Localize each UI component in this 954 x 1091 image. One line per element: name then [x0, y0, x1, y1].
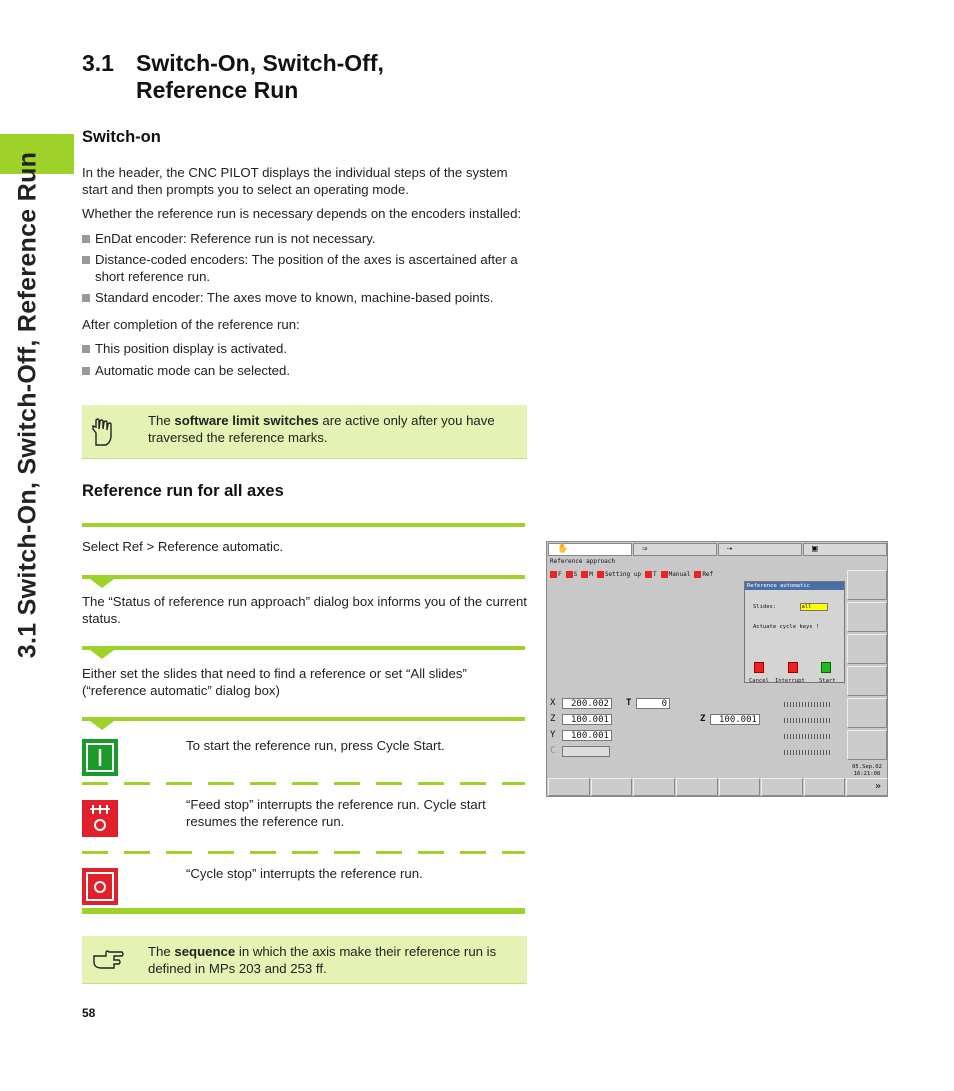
axis-label-c: C [550, 746, 556, 756]
tab-teach[interactable]: ⇒ [633, 543, 717, 556]
note-box-limit-switches: The software limit switches are active only after you have traversed the reference marks. [82, 405, 527, 459]
divider [82, 908, 525, 914]
axis-value-c [562, 746, 610, 757]
cnc-screen [546, 541, 888, 797]
vertical-softkey[interactable] [847, 666, 887, 696]
step-arrow-icon [90, 579, 114, 588]
start-button[interactable] [821, 662, 831, 673]
side-chapter-title: 3.1 Switch-On, Switch-Off, Reference Run [13, 151, 42, 659]
list-item: Automatic mode can be selected. [82, 363, 527, 380]
hand-note-icon [90, 417, 118, 447]
section-title: 3.1 Switch-On, Switch-Off, Reference Run [82, 50, 384, 103]
divider [82, 646, 525, 650]
vertical-softkey[interactable] [847, 730, 887, 760]
divider [82, 575, 525, 579]
axis-value-x: 200.002 [562, 698, 612, 709]
axis-label-z: Z [550, 714, 556, 724]
reference-automatic-dialog: Reference automatic Slides: all Actuate cycle keys ! Cancel Interrupt Start [744, 581, 845, 683]
tool-label: T [626, 698, 632, 708]
softkey[interactable] [804, 778, 846, 796]
list-item: EnDat encoder: Reference run is not necessary. [82, 231, 527, 248]
load-meter [784, 718, 832, 723]
tool-value: 0 [636, 698, 670, 709]
z2-value: 100.001 [710, 714, 760, 725]
axis-label-x: X [550, 698, 556, 708]
step-3-text: Either set the slides that need to find a reference or set “All slides” (“reference automatic” dialog box) [82, 666, 467, 698]
heading-reference-run: Reference run for all axes [82, 482, 284, 500]
feed-stop-text: “Feed stop” interrupts the reference run. Cycle start resumes the reference run. [186, 797, 486, 829]
vertical-softkey[interactable] [847, 602, 887, 632]
interrupt-button[interactable] [788, 662, 798, 673]
cycle-start-key-icon [82, 739, 118, 776]
pointing-hand-icon [92, 946, 124, 972]
axis-value-y: 100.001 [562, 730, 612, 741]
machine-state-bar: F S M Setting up T Manual Ref [550, 571, 713, 578]
softkey[interactable] [761, 778, 803, 796]
divider [82, 523, 525, 527]
cycle-stop-key-icon [82, 868, 118, 905]
step-1-text: Select Ref > Reference automatic. [82, 539, 284, 554]
z2-label: Z [700, 714, 706, 724]
softkey[interactable] [591, 778, 633, 796]
vertical-softkey[interactable] [847, 570, 887, 600]
tab-program-run[interactable]: ⇢ [718, 543, 802, 556]
dashed-divider [82, 782, 525, 785]
load-meter [784, 734, 832, 739]
list-item: Distance-coded encoders: The position of the axes is ascertained after a short reference run. [82, 252, 527, 285]
load-meter [784, 702, 832, 707]
tab-organization[interactable]: ▣ [803, 543, 887, 556]
switch-on-body: In the header, the CNC PILOT displays the individual steps of the system start and then prompts you to select an operating mode. Whether the reference run is necessary depends on the encoders installed: EnDat encoder: Reference run is not necessary. Distance-coded encoders: The position of the axes is ascertained after a short reference run. Standard encoder: The axes move to known, machine-based points. After completion of the reference run: This position display is activated. Automatic mode can be selected. [82, 165, 527, 384]
vertical-softkey[interactable] [847, 698, 887, 728]
cnc-header: Reference approach [550, 558, 616, 565]
list-item: Standard encoder: The axes move to known, machine-based points. [82, 290, 527, 307]
vertical-softkey[interactable] [847, 634, 887, 664]
step-2-text: The “Status of reference run approach” dialog box informs you of the current status. [82, 594, 527, 626]
softkey[interactable] [633, 778, 675, 796]
heading-switch-on: Switch-on [82, 128, 161, 146]
softkey[interactable] [548, 778, 590, 796]
dashed-divider [82, 851, 525, 854]
slides-field[interactable]: all [800, 603, 828, 611]
note-box-sequence: The sequence in which the axis make their reference run is defined in MPs 203 and 253 ff. [82, 936, 527, 984]
softkey[interactable] [676, 778, 718, 796]
more-softkeys-icon[interactable]: » [846, 778, 888, 796]
tab-manual[interactable]: ✋ [548, 543, 632, 556]
cancel-button[interactable] [754, 662, 764, 673]
date-time: 05.Sep.02 16:21:08 [852, 764, 882, 777]
list-item: This position display is activated. [82, 341, 527, 358]
step-arrow-icon [90, 721, 114, 730]
cycle-start-text: To start the reference run, press Cycle Start. [186, 738, 445, 753]
feed-stop-key-icon [82, 800, 118, 837]
axis-label-y: Y [550, 730, 556, 740]
slides-label: Slides: [753, 604, 777, 610]
load-meter [784, 750, 832, 755]
axis-value-z: 100.001 [562, 714, 612, 725]
dialog-prompt: Actuate cycle keys ! [753, 624, 820, 630]
page-number: 58 [82, 1006, 96, 1020]
step-arrow-icon [90, 650, 114, 659]
divider [82, 717, 525, 721]
softkey[interactable] [719, 778, 761, 796]
horizontal-softkey-bar [548, 778, 888, 796]
cnc-mode-tabs [548, 543, 888, 556]
position-display [548, 696, 846, 766]
cycle-stop-text: “Cycle stop” interrupts the reference run. [186, 866, 423, 881]
